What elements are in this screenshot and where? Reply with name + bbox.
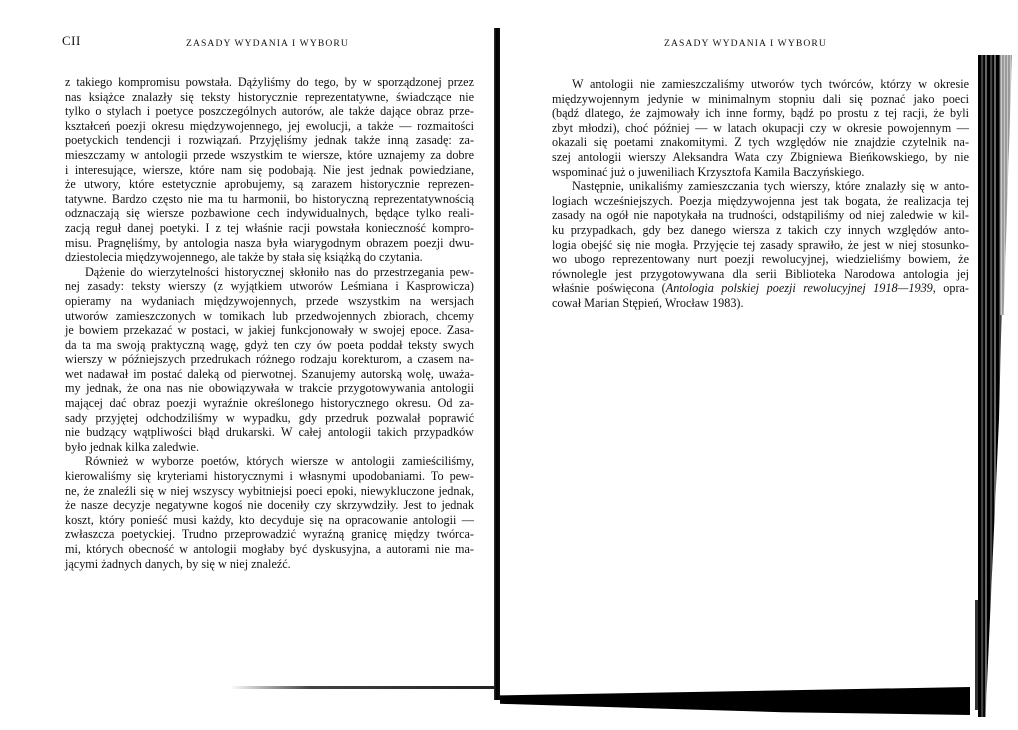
text-line: nie budzący wątpliwości błąd drukarski. W całej antologii takich przypadków bbox=[65, 425, 474, 440]
text-line: da ta ma swoją praktyczną wagę, gdyż ten czy ów poeta poddał teksty swych bbox=[65, 337, 474, 352]
text-line: zasady na ogół nie napotykała na trudności, odstąpiliśmy od niej zaledwie w kil- bbox=[552, 208, 969, 223]
text-line: zwłaszcza poetyckiej. Trudno przeprowadzić wyraźną granicę między twórca- bbox=[65, 527, 474, 542]
text-line: mieszczamy w antologii przede wszystkim te wiersze, które uznajemy za dobre bbox=[65, 147, 474, 162]
paragraph bbox=[65, 265, 474, 455]
text-line: logiach wcześniejszych. Poezja międzywojenna jest tak bogata, że realizacja tej bbox=[552, 193, 969, 208]
page-number: CII bbox=[62, 33, 81, 48]
body-text bbox=[552, 77, 969, 311]
text-line: równolegle jest przygotowywana dla serii Biblioteka Narodowa antologia jej bbox=[552, 266, 969, 281]
text-line: ne, że znaleźli się w niej wszyscy wybitniejsi poeci epoki, niewykluczone jednak, bbox=[65, 483, 474, 498]
text-line: właśnie poświęcona (Antologia polskiej poezji rewolucyjnej 1918—1939, opra- bbox=[552, 281, 969, 296]
text-line: tylko o stylach i poetyce poszczególnych autorów, ale także dające obraz prze- bbox=[65, 104, 474, 119]
paragraph bbox=[552, 179, 969, 310]
text-line: koszt, który ponieść musi każdy, kto decyduje się na opracowanie antologii — bbox=[65, 512, 474, 527]
text-line: cował Marian Stępień, Wrocław 1983). bbox=[552, 295, 744, 310]
text-line: (bądź dlatego, że zajmowały ich inne formy, bądź po prostu z tej racji, że byli bbox=[552, 106, 969, 121]
text-line: wo ubogo reprezentowany nurt poezji rewolucyjnej, wiedzieliśmy bowiem, że bbox=[552, 252, 969, 267]
text-line: wet nadawał im postać daleką od pierwotnej. Szanujemy autorską wolę, uważa- bbox=[65, 366, 474, 381]
text-line: W antologii nie zamieszczaliśmy utworów tych twórców, którzy w okresie bbox=[572, 77, 969, 91]
text-line: wspominać już o juweniliach Krzysztofa Kamila Baczyńskiego. bbox=[552, 164, 865, 179]
text-line: było jednak kilka zaledwie. bbox=[65, 439, 200, 454]
text-line: ku przypadkach, gdy bez danego wiersza z takich czy innych względów anto- bbox=[552, 222, 969, 237]
text-line: zacją reguł danej poetyki. I z tej właśnie racji powstała konieczność kompro- bbox=[65, 220, 474, 235]
text-line: zbyt młodzi), choć później — w latach okupacji czy w okresie powojennym — bbox=[552, 120, 969, 135]
text-line: logia obejść się nie mogła. Przyjęcie tej zasady sprawiło, że jest w niej stosunko- bbox=[552, 237, 969, 252]
text-line: jącymi żadnych danych, by się w niej znaleźć. bbox=[65, 556, 291, 571]
running-head: ZASADY WYDANIA I WYBORU bbox=[664, 38, 827, 49]
text-line: międzywojennym jedynie w minimalnym stopniu dali się poznać jako poeci bbox=[552, 91, 969, 106]
text-line: je bowiem przekazać w postaci, w jakiej funkcjonowały w swojej epoce. Zasa- bbox=[65, 323, 474, 338]
text-line: wierszy w późniejszych przedrukach różnego rodzaju korekturom, a czasem na- bbox=[65, 352, 474, 367]
text-line: misu. Pragnęliśmy, by antologia nasza była wiarygodnym obrazem poezji dwu- bbox=[65, 235, 474, 250]
text-line: z takiego kompromisu powstała. Dążyliśmy do tego, by w sporządzonej przez bbox=[65, 75, 474, 89]
text-line: poetyckich tendencji i rozwiązań. Przyjęliśmy jednak także inną zasadę: za- bbox=[65, 133, 474, 148]
text-line: kierowaliśmy się kryteriami historycznymi i własnymi upodobaniami. To pew- bbox=[65, 469, 474, 484]
text-line: mającej dać obraz poezji wyraźnie określonego historycznego okresu. Od za- bbox=[65, 396, 474, 411]
body-text bbox=[65, 75, 474, 571]
left-page bbox=[0, 0, 495, 730]
text-line: i interesujące, wiersze, które nam się podobają. Nie jest jednak powiedziane, bbox=[65, 162, 474, 177]
text-line: utworów zamieszczonych w tomikach lub przedwojennych zbiorach, chcemy bbox=[65, 308, 474, 323]
text-line: opieramy na wydaniach międzywojennych, przede wszystkim na wersjach bbox=[65, 293, 474, 308]
text-line: że utwory, które estetycznie aprobujemy, są zarazem historycznie reprezen- bbox=[65, 177, 474, 192]
text-line: tatywne. Bardzo często nie ma tu harmonii, bo historyczną reprezentatywnością bbox=[65, 191, 474, 206]
text-line: dziestolecia międzywojennego, ale także by stała się książką do czytania. bbox=[65, 250, 423, 265]
text-line: odznaczają się wiersze pozbawione cech indywidualnych, będące tylko reali- bbox=[65, 206, 474, 221]
paragraph bbox=[65, 454, 474, 571]
text-line: Następnie, unikaliśmy zamieszczania tych wierszy, które znalazły się w anto- bbox=[572, 179, 969, 194]
text-line: że nasze decyzje negatywne kogoś nie doceniły czy skrzywdziły. Jest to jednak bbox=[65, 498, 474, 513]
running-head: ZASADY WYDANIA I WYBORU bbox=[186, 38, 349, 49]
right-page bbox=[500, 0, 1018, 730]
paragraph bbox=[65, 75, 474, 265]
text-line: nas książce znalazły się teksty historycznie reprezentatywne, świadczące nie bbox=[65, 89, 474, 104]
text-line: kształceń poezji okresu międzywojennego, jej ewolucji, a także — rozmaitości bbox=[65, 118, 474, 133]
text-line: mi, których obecność w antologii mogłaby być dyskusyjna, a autorami nie ma- bbox=[65, 542, 474, 556]
book-title-citation: Antologia polskiej poezji rewolucyjnej 1918—1939 bbox=[665, 281, 933, 296]
text-line: sady przyjętej odchodziliśmy w wypadku, gdy przedruk pozwalał poprawić bbox=[65, 410, 474, 425]
text-line: Również w wyborze poetów, których wiersze w antologii zamieściliśmy, bbox=[85, 454, 474, 469]
text-line: nej zasady: teksty wierszy (z wyjątkiem utworów Leśmiana i Kasprowicza) bbox=[65, 279, 474, 294]
text-line: okazali się poetami znakomitymi. Z tych względów nie znajdzie czytelnik na- bbox=[552, 135, 969, 150]
paragraph bbox=[552, 77, 969, 179]
text-line: my jednak, że ona nas nie obowiązywała w trakcie przygotowywania antologii bbox=[65, 381, 474, 396]
text-line: Dążenie do wierzytelności historycznej skłoniło nas do przestrzegania pew- bbox=[85, 264, 474, 279]
text-line: szej antologii wierszy Aleksandra Wata czy Zbigniewa Bieńkowskiego, by nie bbox=[552, 149, 969, 164]
